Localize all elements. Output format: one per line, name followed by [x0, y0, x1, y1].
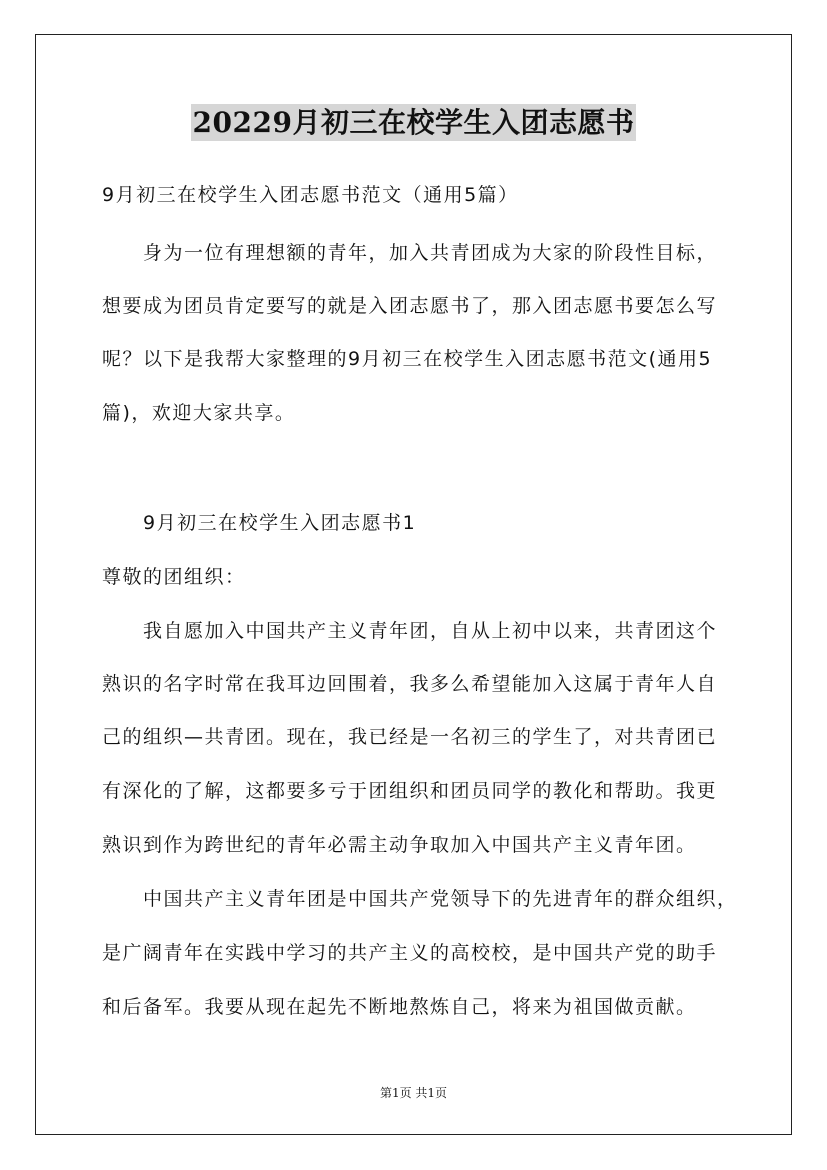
paragraph-line: 有深化的了解，这都要多亏于团组织和团员同学的教化和帮助。我更 [102, 780, 718, 802]
paragraph-line: 中国共产主义青年团是中国共产党领导下的先进青年的群众组织， [143, 888, 738, 910]
intro-line: 身为一位有理想额的青年，加入共青团成为大家的阶段性目标， [143, 242, 718, 264]
intro-line: 篇)，欢迎大家共享。 [102, 402, 296, 424]
document-title: 20229月初三在校学生入团志愿书 [192, 106, 635, 139]
page-footer: 第1页 共1页 [379, 1086, 448, 1100]
intro-line: 呢？以下是我帮大家整理的9月初三在校学生入团志愿书范文(通用5 [102, 348, 713, 370]
paragraph-line: 我自愿加入中国共产主义青年团，自从上初中以来，共青团这个 [143, 620, 718, 642]
paragraph-line: 熟识到作为跨世纪的青年必需主动争取加入中国共产主义青年团。 [102, 834, 697, 856]
salutation: 尊敬的团组织： [102, 566, 246, 588]
paragraph-line: 和后备军。我要从现在起先不断地熬炼自己，将来为祖国做贡献。 [102, 996, 697, 1018]
paragraph-line: 己的组织—共青团。现在，我已经是一名初三的学生了，对共青团已 [102, 726, 718, 748]
document-title-container [0, 101, 827, 141]
paragraph-line: 是广阔青年在实践中学习的共产主义的高校校，是中国共产党的助手 [102, 942, 718, 964]
subtitle: 9月初三在校学生入团志愿书范文（通用5篇） [102, 184, 519, 206]
intro-line: 想要成为团员肯定要写的就是入团志愿书了，那入团志愿书要怎么写 [102, 295, 718, 317]
paragraph-line: 熟识的名字时常在我耳边回围着，我多么希望能加入这属于青年人自 [102, 673, 718, 695]
section-heading: 9月初三在校学生入团志愿书1 [143, 512, 417, 534]
